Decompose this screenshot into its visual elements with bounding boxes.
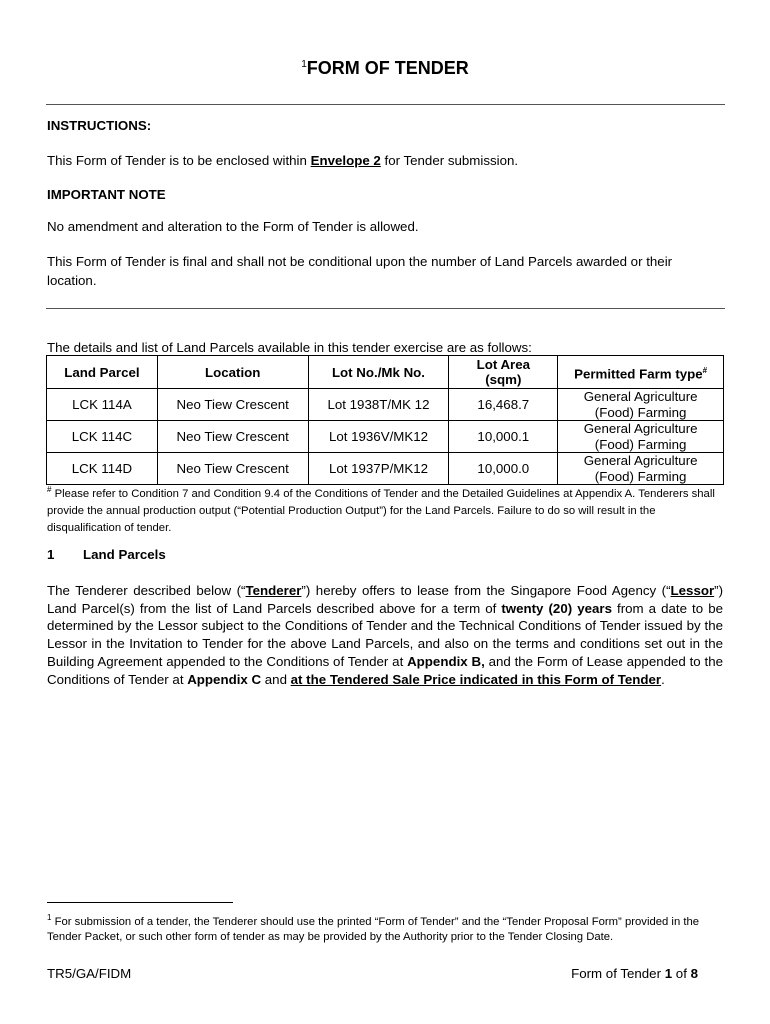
instructions-text-after: for Tender submission. (380, 153, 519, 168)
tendered-sale-price: at the Tendered Sale Price indicated in this Form of Tender (290, 671, 662, 687)
cell-farm-type (558, 389, 724, 421)
farm-type-line2: (Food) Farming (594, 404, 687, 420)
important-note-line1: No amendment and alteration to the Form of Tender is allowed. (47, 219, 419, 234)
section1-paragraph (47, 582, 723, 688)
farm-type-label: Permitted Farm type (574, 366, 703, 382)
farm-type-line2: (Food) Farming (594, 436, 687, 452)
footnote-text: For submission of a tender, the Tenderer should use the printed “Form of Tender” and the “Tender Proposal Form” provided in the Tender Packet, or such other form of tender as may be provided by the Authority prior to the Tender Closing Date. (47, 915, 700, 943)
cell-parcel: LCK 114D (47, 453, 158, 485)
table-note-mark: # (47, 485, 52, 494)
footer-page-number (571, 966, 698, 981)
envelope-label: Envelope 2 (310, 153, 381, 168)
table-row (47, 389, 724, 421)
lessor-term: Lessor (670, 583, 715, 598)
cell-area: 10,000.0 (449, 453, 558, 485)
footer-code: TR5/GA/FIDM (47, 966, 132, 981)
lot-area-label-2: (sqm) (485, 372, 522, 387)
cell-parcel: LCK 114A (47, 389, 158, 421)
page-current: 1 (664, 966, 673, 981)
s1-text-7: . (661, 671, 665, 687)
farm-type-line1: General Agriculture (583, 421, 698, 436)
s1-text-5: and the Form of Lease appended to the Conditions of Tender at (47, 653, 723, 687)
s1-text-4: from a date to be determined by the Lessor subject to the Conditions of Tender and the Technical Conditions of Tender issued by the Lessor in the Invitation to Tender for the above Land Parcels, and also on the terms and conditions set out in the Building Agreement appended to the Conditions of Tender at (47, 600, 723, 669)
cell-area: 16,468.7 (449, 389, 558, 421)
footnote-mark: 1 (47, 913, 52, 922)
table-row (47, 421, 724, 453)
important-note-line2: This Form of Tender is final and shall not be conditional upon the number of Land Parcels awarded or their location. (47, 254, 673, 288)
page-total: 8 (690, 966, 698, 981)
lot-area-label-1: Lot Area (476, 356, 531, 372)
appendix-b: Appendix B, (407, 653, 485, 669)
title-text: FORM OF TENDER (306, 58, 469, 78)
table-row (47, 453, 724, 485)
page-of: of (672, 966, 691, 981)
page-title (0, 58, 770, 79)
farm-type-mark: # (702, 365, 708, 375)
s1-text-6: and (261, 671, 291, 687)
divider-top (46, 104, 725, 105)
farm-type-line1: General Agriculture (583, 453, 698, 468)
col-header-land-parcel: Land Parcel (47, 356, 158, 389)
col-header-location: Location (157, 356, 308, 389)
land-parcels-table (46, 355, 724, 485)
cell-farm-type (558, 453, 724, 485)
s1-text-3: ”) Land Parcel(s) from the list of Land Parcels described above for a term of (47, 583, 723, 616)
farm-type-line2: (Food) Farming (594, 468, 687, 484)
page-label: Form of Tender (571, 966, 665, 981)
cell-lot: Lot 1936V/MK12 (308, 421, 449, 453)
col-header-farm-type (558, 356, 724, 389)
cell-location: Neo Tiew Crescent (157, 389, 308, 421)
title-footnote-mark: 1 (301, 59, 307, 70)
footnote-separator (47, 902, 233, 903)
col-header-lot-no: Lot No./Mk No. (308, 356, 449, 389)
parcels-intro: The details and list of Land Parcels available in this tender exercise are as follows: (47, 340, 532, 355)
cell-parcel: LCK 114C (47, 421, 158, 453)
cell-location: Neo Tiew Crescent (157, 421, 308, 453)
s1-text-1: The Tenderer described below (“ (47, 583, 246, 598)
section1-heading: Land Parcels (83, 547, 166, 562)
tenderer-term: Tenderer (245, 583, 302, 598)
cell-location: Neo Tiew Crescent (157, 453, 308, 485)
table-note-text: Please refer to Condition 7 and Condition 9.4 of the Conditions of Tender and the Detailed Guidelines at Appendix A. Tenderers shall provide the annual production output (“Potential Production Output”) for the Land Parcels. Failure to do so will result in the disqualification of tender. (47, 487, 715, 534)
table-header-row (47, 356, 724, 389)
instructions-text (47, 151, 723, 170)
instructions-heading: INSTRUCTIONS: (47, 118, 152, 133)
col-header-lot-area (449, 356, 558, 389)
section1-number: 1 (47, 547, 55, 562)
cell-area: 10,000.1 (449, 421, 558, 453)
cell-lot: Lot 1937P/MK12 (308, 453, 449, 485)
s1-text-2: ”) hereby offers to lease from the Singapore Food Agency (“ (301, 583, 671, 598)
cell-farm-type (558, 421, 724, 453)
cell-lot: Lot 1938T/MK 12 (308, 389, 449, 421)
table-note (47, 481, 727, 537)
instructions-text-before: This Form of Tender is to be enclosed within (47, 153, 311, 168)
lease-term: twenty (20) years (501, 600, 612, 616)
appendix-c: Appendix C (187, 671, 262, 687)
farm-type-line1: General Agriculture (583, 389, 698, 404)
footnote (47, 910, 715, 945)
important-note-heading: IMPORTANT NOTE (47, 187, 166, 202)
divider-middle (46, 308, 725, 309)
